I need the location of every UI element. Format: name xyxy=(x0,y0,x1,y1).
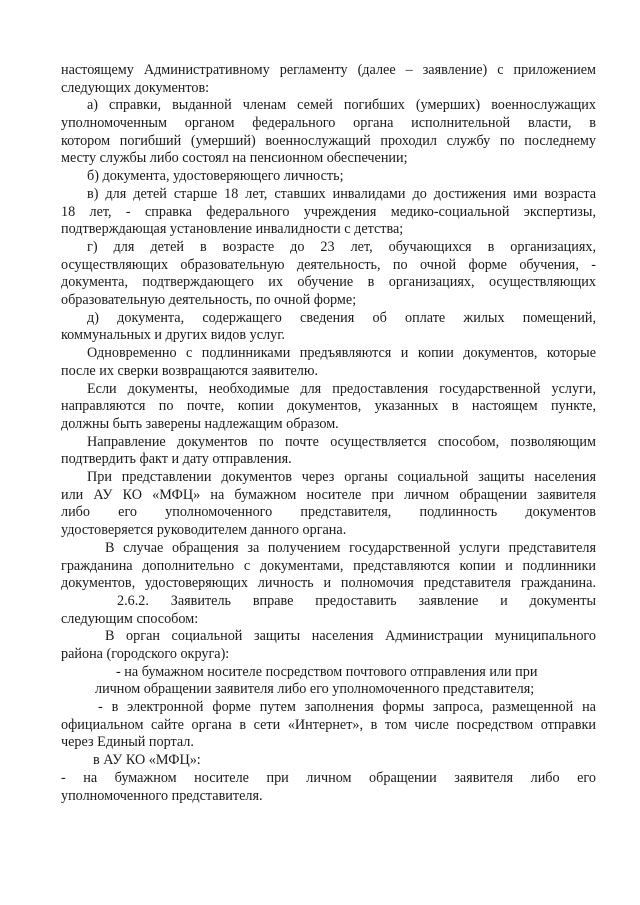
text-line-8: в) для детей старше 18 лет, ставших инвалидами до достижения ими возраста xyxy=(87,186,596,202)
text-line-20: направляются по почте, копии документов, указанных в настоящем пункте, xyxy=(61,398,596,414)
text-line-28: В случае обращения за получением государственной услуги представителя xyxy=(105,540,596,556)
text-line-21: должны быть заверены надлежащим образом. xyxy=(61,416,339,432)
text-line-29: гражданина дополнительно с документами, представляются копии и подлинники xyxy=(61,558,596,574)
text-line-40: в АУ КО «МФЦ»: xyxy=(93,752,201,768)
text-line-24: При представлении документов через органы социальной защиты населения xyxy=(87,469,596,485)
text-line-22: Направление документов по почте осуществляется способом, позволяющим xyxy=(87,434,596,450)
text-line-5: котором погибший (умерший) военнослужащий проходил службу по последнему xyxy=(61,133,596,149)
text-line-30: документов, удостоверяющих личность и полномочия представителя гражданина. xyxy=(61,575,596,591)
text-line-7: б) документа, удостоверяющего личность; xyxy=(87,168,344,184)
text-line-32: следующим способом: xyxy=(61,611,199,627)
text-line-3: а) справки, выданной членам семей погибших (умерших) военнослужащих xyxy=(87,97,596,113)
text-line-34: района (городского округа): xyxy=(61,646,230,662)
text-line-13: документа, подтверждающего их обучение в организациях, осуществляющих xyxy=(61,274,596,290)
text-line-4: уполномоченным органом федерального органа исполнительной власти, в xyxy=(61,115,596,131)
text-line-38: официальном сайте органа в сети «Интернет», в том числе посредством отправки xyxy=(61,717,596,733)
text-line-23: подтвердить факт и дату отправления. xyxy=(61,451,292,467)
text-line-26: либо его уполномоченного представителя, подлинность документов xyxy=(61,504,596,520)
text-line-10: подтверждающая установление инвалидности с детства; xyxy=(61,221,404,237)
text-line-27: удостоверяется руководителем данного органа. xyxy=(61,522,347,538)
text-line-25: или АУ КО «МФЦ» на бумажном носителе при личном обращении заявителя xyxy=(61,487,596,503)
text-line-33: В орган социальной защиты населения Администрации муниципального xyxy=(105,628,596,644)
text-line-17: Одновременно с подлинниками предъявляются и копии документов, которые xyxy=(87,345,596,361)
text-line-14: образовательную деятельность, по очной форме; xyxy=(61,292,357,308)
text-line-37: - в электронной форме путем заполнения формы запроса, размещенной на xyxy=(98,699,596,715)
text-line-9: 18 лет, - справка федерального учреждения медико-социальной экспертизы, xyxy=(61,204,596,220)
text-line-42: уполномоченного представителя. xyxy=(61,788,263,804)
text-line-15: д) документа, содержащего сведения об оплате жилых помещений, xyxy=(87,310,596,326)
text-line-36: личном обращении заявителя либо его уполномоченного представителя; xyxy=(95,681,535,697)
text-line-39: через Единый портал. xyxy=(61,734,194,750)
text-line-31: 2.6.2. Заявитель вправе предоставить заявление и документы xyxy=(117,593,596,609)
text-line-41: - на бумажном носителе при личном обращении заявителя либо его xyxy=(61,770,596,786)
text-line-35: - на бумажном носителе посредством почтового отправления или при xyxy=(116,664,538,680)
text-line-18: после их сверки возвращаются заявителю. xyxy=(61,363,319,379)
text-line-2: следующих документов: xyxy=(61,80,210,96)
text-line-1: настоящему Административному регламенту (далее – заявление) с приложением xyxy=(61,62,596,78)
text-line-19: Если документы, необходимые для предоставления государственной услуги, xyxy=(87,381,596,397)
text-line-12: осуществляющих образовательную деятельность, по очной форме обучения, - xyxy=(61,257,596,273)
text-line-6: месту службы либо состоял на пенсионном обеспечении; xyxy=(61,150,408,166)
text-line-16: коммунальных и других видов услуг. xyxy=(61,327,285,343)
text-line-11: г) для детей в возрасте до 23 лет, обучающихся в организациях, xyxy=(87,239,596,255)
